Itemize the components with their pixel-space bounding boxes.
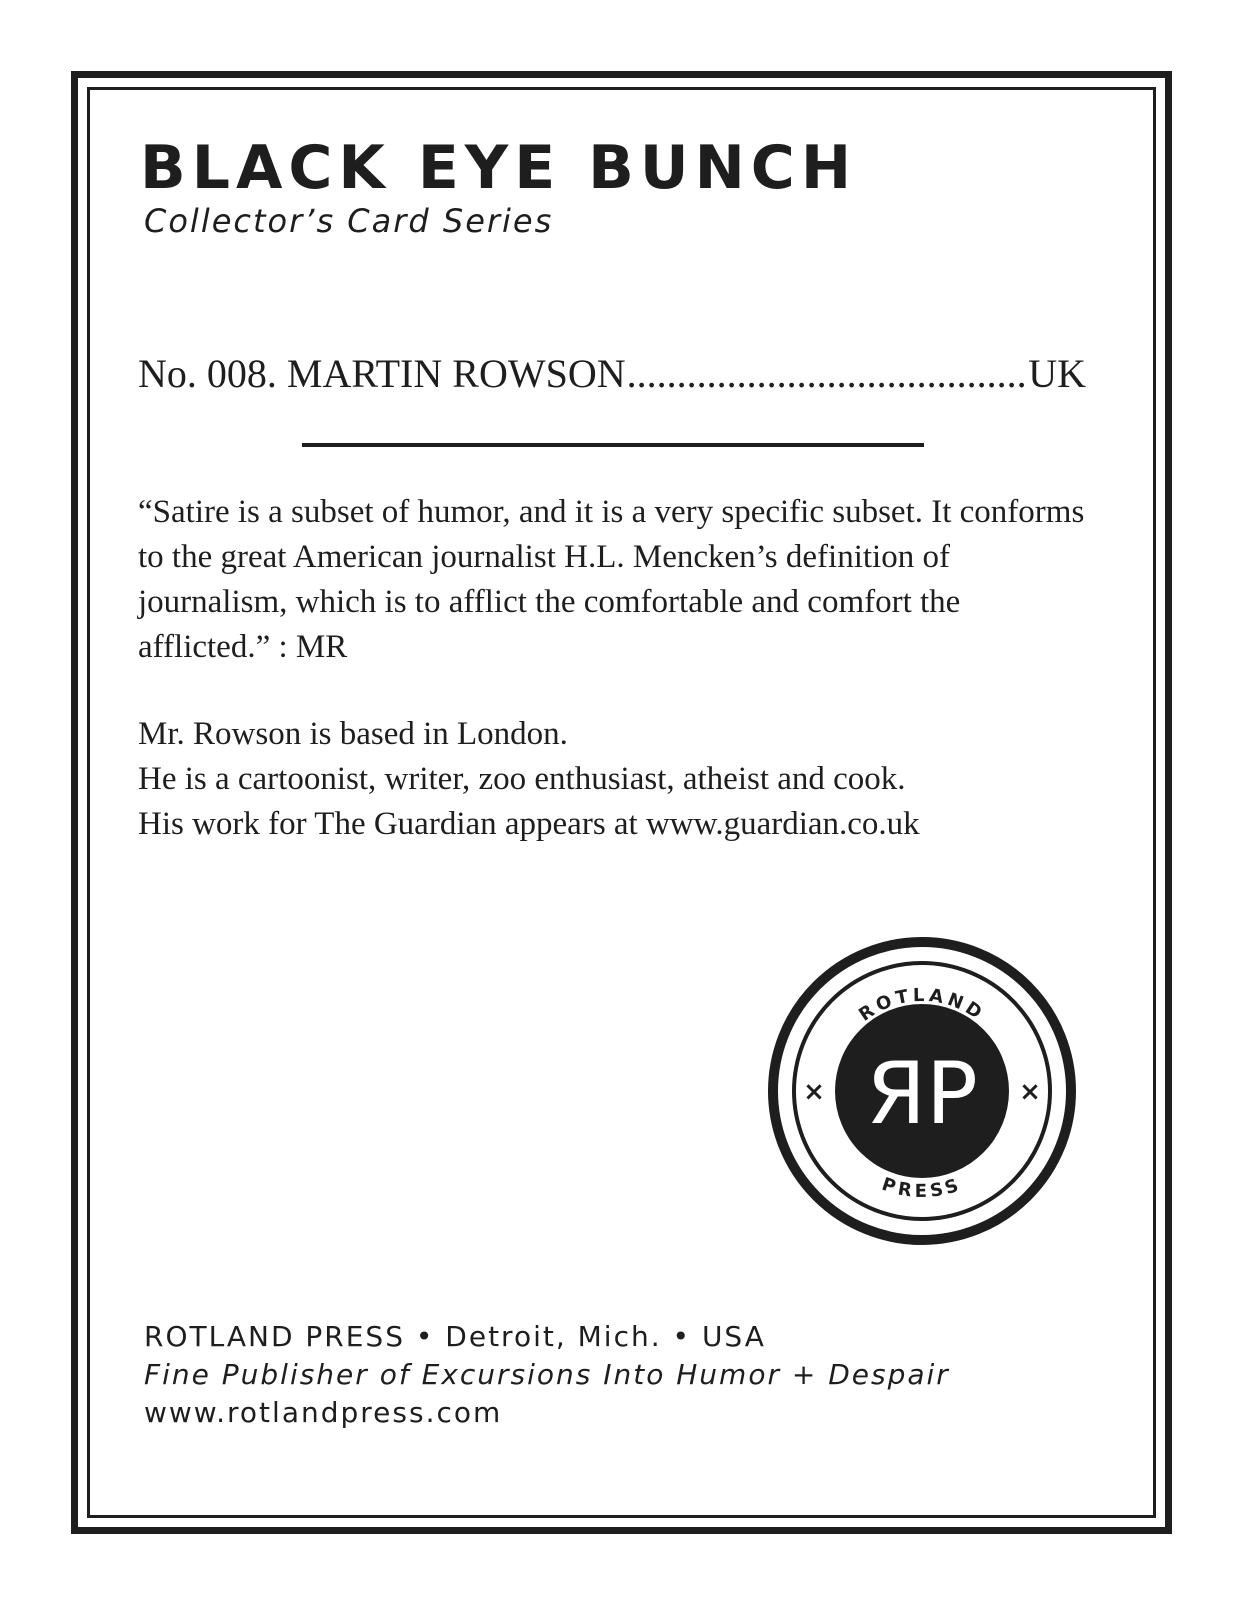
rotland-press-logo-seal <box>766 935 1078 1247</box>
seal-monogram: ЯP <box>866 1044 978 1144</box>
bio-line-occupation: He is a cartoonist, writer, zoo enthusiast, atheist and cook. <box>138 761 906 797</box>
publisher-website: www.rotlandpress.com <box>144 1396 503 1429</box>
bio-block <box>138 712 1098 847</box>
seal-top-text: ROTLAND <box>855 984 989 1026</box>
publisher-footer <box>144 1318 950 1432</box>
publisher-tagline: Fine Publisher of Excursions Into Humor + Despair <box>144 1358 950 1391</box>
series-subtitle: Collector’s Card Series <box>144 202 554 240</box>
bio-line-website: His work for The Guardian appears at www.guardian.co.uk <box>138 806 920 842</box>
divider-rule <box>302 443 924 447</box>
publisher-line: ROTLAND PRESS • Detroit, Mich. • USA <box>144 1320 766 1353</box>
seal-left-cross-icon: × <box>803 1077 825 1107</box>
seal-bottom-text: PRESS <box>879 1173 965 1203</box>
card-entry <box>138 348 1086 400</box>
quote-text: “Satire is a subset of humor, and it is a very specific subset. It conforms to the great American journalist H.L. Mencken’s definition of journalism, which is to afflict the comfortable and comfort the afflicted.” : MR <box>138 494 1085 665</box>
series-title: BLACK EYE BUNCH <box>140 133 858 203</box>
entry-country: UK <box>1028 351 1086 396</box>
dot-leader <box>627 348 1028 400</box>
bio-line-location: Mr. Rowson is based in London. <box>138 716 568 752</box>
seal-right-cross-icon: × <box>1019 1077 1041 1107</box>
entry-name: No. 008. MARTIN ROWSON <box>138 351 626 396</box>
